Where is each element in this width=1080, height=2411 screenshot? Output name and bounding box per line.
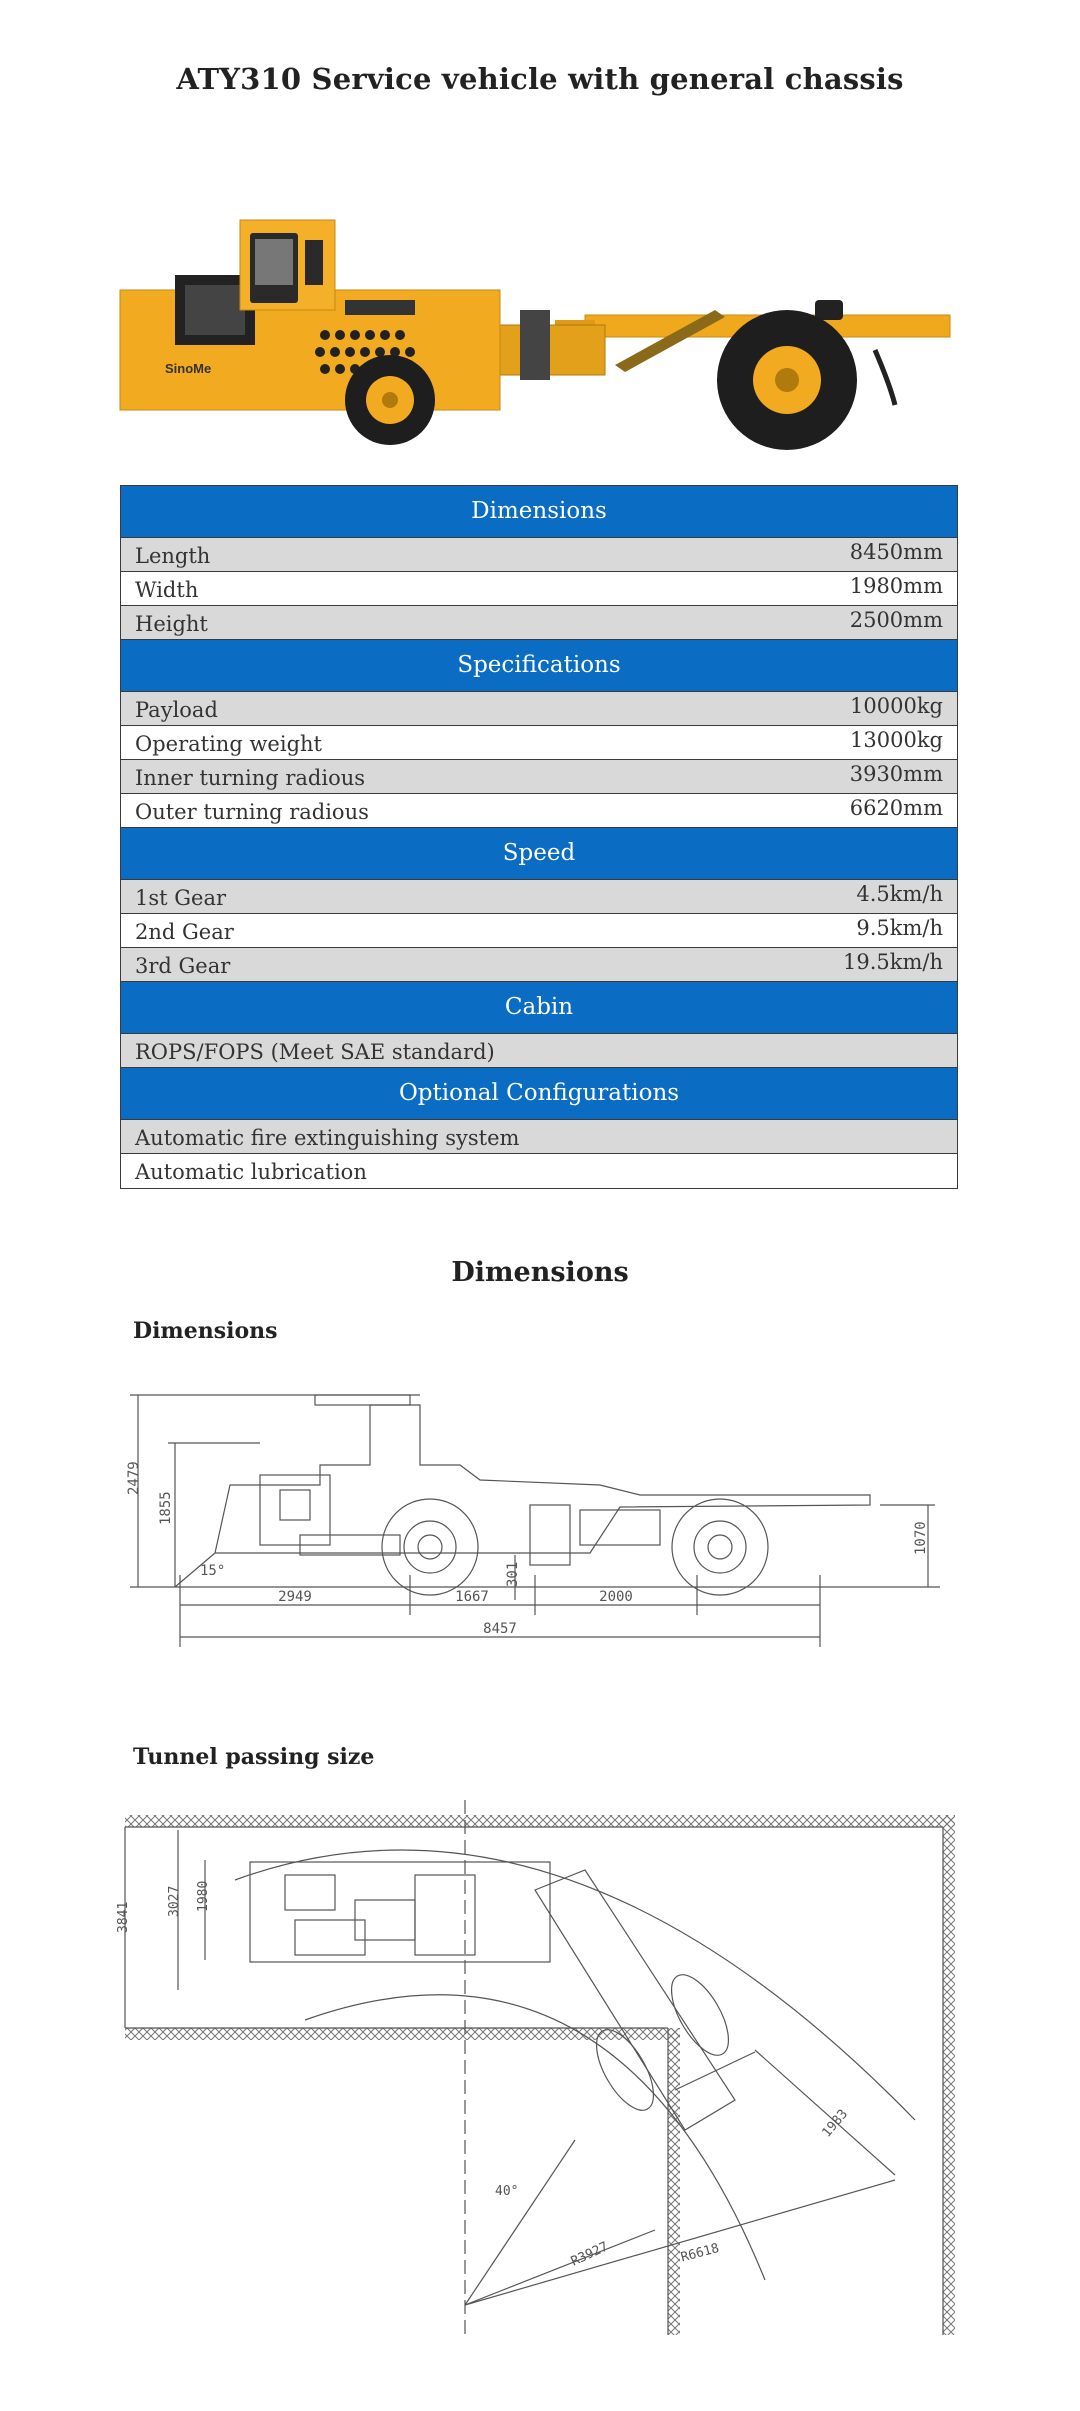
table-row: [121, 692, 957, 726]
rear-wheel: [717, 310, 857, 450]
row-label: Automatic lubrication: [135, 1160, 367, 1184]
specifications-header: Specifications: [121, 640, 957, 692]
row-label: ROPS/FOPS (Meet SAE standard): [135, 1040, 495, 1064]
row-label: 1st Gear: [135, 886, 227, 910]
dim-tunnel-width: 3841: [116, 1901, 131, 1933]
front-wheel: [345, 355, 435, 445]
dim-overall-height: 2479: [126, 1461, 142, 1495]
dim-outer-radius: R6618: [679, 2240, 721, 2266]
row-label: 3rd Gear: [135, 954, 231, 978]
section-title: Dimensions: [451, 1257, 629, 1288]
dim-vehicle-width: 1980: [196, 1880, 211, 1912]
cabin-header: Cabin: [121, 982, 957, 1034]
row-value: 2500mm: [849, 608, 943, 632]
dim-passing-width: 3027: [167, 1885, 182, 1917]
dim-inner-radius: R3927: [568, 2239, 611, 2270]
table-row: [121, 914, 957, 948]
table-row: [121, 880, 957, 914]
row-value: 8450mm: [849, 540, 943, 564]
table-row: [121, 1120, 957, 1154]
table-row: [121, 794, 957, 828]
dimensions-header: Dimensions: [121, 486, 957, 538]
dim-turn-width: 1983: [819, 2106, 852, 2141]
table-row: [121, 760, 957, 794]
row-value: 3930mm: [849, 762, 943, 786]
dim-overall-length: 8457: [483, 1621, 517, 1637]
page-title: ATY310 Service vehicle with general chassis: [176, 62, 904, 96]
row-label: 2nd Gear: [135, 920, 234, 944]
dim-turn-angle: 40°: [495, 2184, 519, 2199]
dim-cab-height: 1855: [158, 1491, 174, 1525]
dim-platform-height: 1070: [913, 1521, 929, 1555]
dim-front-overhang: 2949: [278, 1589, 312, 1605]
row-label: Payload: [135, 698, 218, 722]
side-view-subtitle: Dimensions: [133, 1318, 278, 1344]
row-label: Width: [135, 578, 199, 602]
row-value: 10000kg: [850, 694, 943, 718]
row-value: 13000kg: [850, 728, 943, 752]
dim-wheelbase-rear: 2000: [599, 1589, 633, 1605]
table-row: [121, 1154, 957, 1188]
table-row: [121, 948, 957, 982]
dim-angle: 15°: [200, 1563, 226, 1579]
tunnel-view-subtitle: Tunnel passing size: [133, 1744, 375, 1770]
dim-wheelbase-front: 1667: [455, 1589, 489, 1605]
row-value: 9.5km/h: [856, 916, 943, 940]
row-label: Automatic fire extinguishing system: [135, 1126, 520, 1150]
tunnel-view-drawing: [115, 1800, 965, 2340]
row-label: Height: [135, 612, 208, 636]
row-label: Outer turning radious: [135, 800, 369, 824]
row-value: 1980mm: [849, 574, 943, 598]
table-row: [121, 538, 957, 572]
row-value: 6620mm: [849, 796, 943, 820]
table-row: [121, 1034, 957, 1068]
vehicle-photo: [115, 215, 965, 465]
row-label: Operating weight: [135, 732, 322, 756]
row-label: Length: [135, 544, 211, 568]
side-view-drawing: [120, 1375, 950, 1675]
dim-ground-clearance: 301: [505, 1561, 521, 1587]
table-row: [121, 726, 957, 760]
row-value: 4.5km/h: [856, 882, 943, 906]
table-row: [121, 606, 957, 640]
row-label: Inner turning radious: [135, 766, 366, 790]
speed-header: Speed: [121, 828, 957, 880]
optional-configurations-header: Optional Configurations: [121, 1068, 957, 1120]
spec-table: [120, 485, 958, 1189]
brand-logo-text: SinoMe: [165, 361, 212, 376]
table-row: [121, 572, 957, 606]
row-value: 19.5km/h: [843, 950, 943, 974]
